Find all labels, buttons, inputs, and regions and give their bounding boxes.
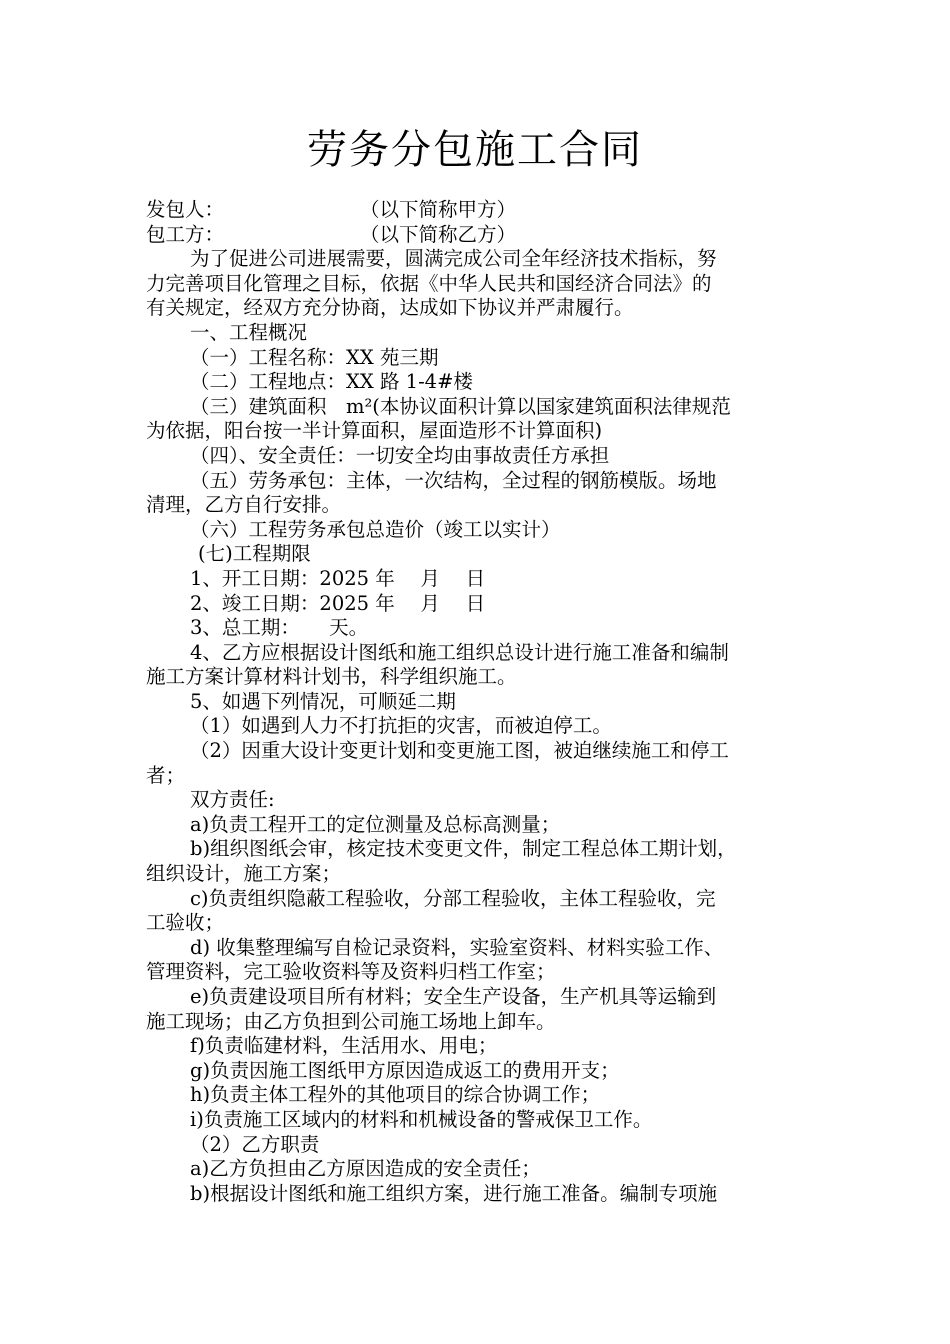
duty-line: b)组织图纸会审，核定技术变更文件，制定工程总体工期计划， — [190, 837, 737, 861]
document-body — [146, 198, 826, 1206]
document-title: 劳务分包施工合同 — [307, 127, 643, 173]
duty-line: f)负责临建材料，生活用水、用电； — [190, 1034, 498, 1058]
clause-line: 为依据，阳台按一半计算面积，屋面造形不计算面积) — [146, 419, 603, 443]
contractor-label: 包工方： — [146, 222, 225, 246]
duty-line: h)负责主体工程外的其他项目的综合协调工作； — [190, 1083, 601, 1107]
clause-line: 2、竣工日期：2025 年 月 日 — [190, 591, 486, 615]
clause-line: （三）建筑面积 m²(本协议面积计算以国家建筑面积法律规范 — [190, 394, 731, 418]
clause-line: （五）劳务承包：主体，一次结构，全过程的钢筋模版。场地 — [190, 468, 717, 492]
duty-line: c)负责组织隐蔽工程验收，分部工程验收，主体工程验收，完 — [190, 886, 716, 910]
section-heading: 一、工程概况 — [190, 320, 308, 344]
duty-line: 施工现场；由乙方负担到公司施工场地上卸车。 — [146, 1009, 556, 1033]
duty-line: a)负责工程开工的定位测量及总标高测量； — [190, 812, 561, 836]
clause-line: （四）、安全责任：一切安全均由事故责任方承担 — [190, 443, 610, 467]
clause-line: （一）工程名称：XX 苑三期 — [190, 345, 439, 369]
duty-line: i)负责施工区域内的材料和机械设备的警戒保卫工作。 — [190, 1107, 653, 1131]
clause-line: 1、开工日期：2025 年 月 日 — [190, 566, 486, 590]
employer-label: 发包人： — [146, 198, 225, 221]
clause-line: 3、总工期： 天。 — [190, 616, 369, 640]
contractor-note: （以下简称乙方） — [360, 222, 517, 246]
clause-line: （二）工程地点：XX 路 1-4#楼 — [190, 370, 473, 394]
duty-line: 管理资料，完工验收资料等及资料归档工作室； — [146, 960, 556, 984]
section-heading: 双方责任: — [190, 788, 275, 812]
duty-line: d) 收集整理编写自检记录资料，实验室资料、材料实验工作、 — [190, 935, 724, 959]
duty-line: e)负责建设项目所有材料；安全生产设备，生产机具等运输到 — [190, 985, 717, 1008]
employer-line — [146, 198, 826, 223]
clause-line: （2）因重大设计变更计划和变更施工图，被迫继续施工和停工 — [190, 739, 729, 763]
duty-line: 组织设计，施工方案； — [146, 862, 342, 886]
clause-line: （六）工程劳务承包总造价（竣工以实计） — [190, 517, 561, 541]
clause-line: （1）如遇到人力不打抗拒的灾害，而被迫停工。 — [190, 714, 612, 738]
clause-line: 清理，乙方自行安排。 — [146, 493, 342, 517]
section-heading: （2）乙方职责 — [190, 1132, 320, 1156]
paragraph-line: 有关规定，经双方充分协商，达成如下协议并严肃履行。 — [146, 296, 634, 320]
paragraph-line: 为了促进公司进展需要，圆满完成公司全年经济技术指标，努 — [190, 247, 717, 271]
duty-line: 工验收； — [146, 911, 225, 935]
clause-line: 施工方案计算材料计划书，科学组织施工。 — [146, 665, 517, 689]
clause-line: 5、如遇下列情况，可顺延二期 — [190, 689, 456, 713]
duty-line: b)根据设计图纸和施工组织方案，进行施工准备。编制专项施 — [190, 1181, 718, 1205]
duty-line: a)乙方负担由乙方原因造成的安全责任； — [190, 1157, 541, 1181]
paragraph-line: 力完善项目化管理之目标，依据《中华人民共和国经济合同法》的 — [146, 271, 712, 295]
clause-line: (七)工程期限 — [198, 542, 311, 566]
contractor-line — [146, 223, 826, 248]
duty-line: g)负责因施工图纸甲方原因造成返工的费用开支； — [190, 1058, 620, 1082]
employer-note: （以下简称甲方） — [360, 198, 517, 221]
clause-line: 者； — [146, 763, 186, 787]
clause-line: 4、乙方应根据设计图纸和施工组织总设计进行施工准备和编制 — [190, 640, 729, 664]
